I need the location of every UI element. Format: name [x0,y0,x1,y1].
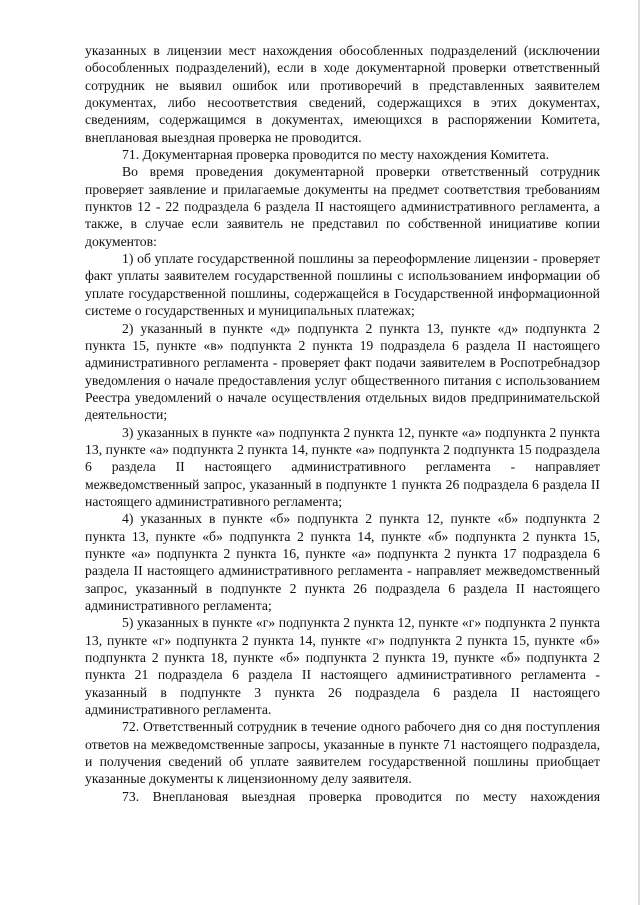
list-item-3: 3) указанных в пункте «а» подпункта 2 пункта 12, пункте «а» подпункта 2 пункта 13, пункте «а» подпункта 2 пункта 14, пункте «а» подпункта 2 подпункта 15 подраздела 6 раздела II настоящего административного регламента - направляет межведомственный запрос, указанный в подпункте 1 пункта 26 подраздела 6 раздела II настоящего административного регламента; [85,424,600,509]
paragraph-73: 73. Внеплановая выездная проверка проводится по месту нахождения [122,788,600,804]
list-item-4: 4) указанных в пункте «б» подпункта 2 пункта 12, пункте «б» подпункта 2 пункта 13, пункте «б» подпункта 2 пункта 14, пункте «б» подпункта 2 пункта 15, пункте «а» подпункта 2 пункта 16, пункте «а» подпункта 2 пункта 17 подраздела 6 раздела II настоящего административного регламента - направляет межведомственный запрос, указанный в подпункте 2 пункта 26 подраздела 6 раздела II настоящего административного регламента; [85,511,600,613]
paragraph-71-intro: Во время проведения документарной проверки ответственный сотрудник проверяет заявление и прилагаемые документы на предмет соответствия требованиям пунктов 12 - 22 подраздела 6 раздела II настоящего административного регламента, а также, в случае если заявитель не представил по собственной инициативе копии документов: [85,164,600,249]
paragraph-71: 71. Документарная проверка проводится по месту нахождения Комитета. [122,147,550,163]
list-item-5: 5) указанных в пункте «г» подпункта 2 пункта 12, пункте «г» подпункта 2 пункта 13, пункте «г» подпункта 2 пункта 14, пункте «г» подпункта 2 пункта 15, пункте «б» подпункта 2 пункта 18, пункте «б» подпункта 2 пункта 19, пункте «б» подпункта 2 пункта 21 подраздела 6 раздела II настоящего административного регламента - указанный в подпункте 3 пункта 26 подраздела 6 раздела II настоящего административного регламента. [85,615,600,718]
list-item-2: 2) указанный в пункте «д» подпункта 2 пункта 13, пункте «д» подпункта 2 пункта 15, пункте «в» подпункта 2 пункта 19 подраздела 6 раздела II настоящего административного регламента - проверяет факт подачи заявителем в Роспотребнадзор уведомления о начале предоставления услуг общественного питания с использованием Реестра уведомлений о начале осуществления отдельных видов предпринимательской деятельности; [85,320,600,423]
paragraph-continuation: указанных в лицензии мест нахождения обособленных подразделений (исключении обособленных подразделений), если в ходе документарной проверки ответственный сотрудник не выявил ошибок или противоречий в представленных заявителем документах, либо несоответствия сведений, содержащихся в этих документах, сведениям, содержащимся в документах, имеющихся в распоряжении Комитета, внеплановая выездная проверка не проводится. [85,43,600,145]
list-item-1: 1) об уплате государственной пошлины за переоформление лицензии - проверяет факт уплаты заявителем государственной пошлины с использованием информации об уплате государственной пошлины, содержащейся в Государственной информационной системе о государственных и муниципальных платежах; [85,251,600,319]
document-body [85,42,600,805]
paragraph-72: 72. Ответственный сотрудник в течение одного рабочего дня со дня поступления ответов на межведомственные запросы, указанные в пункте 71 настоящего подраздела, и получения сведений об уплате заявителем государственной пошлины приобщает указанные документы к лицензионному делу заявителя. [85,719,600,787]
